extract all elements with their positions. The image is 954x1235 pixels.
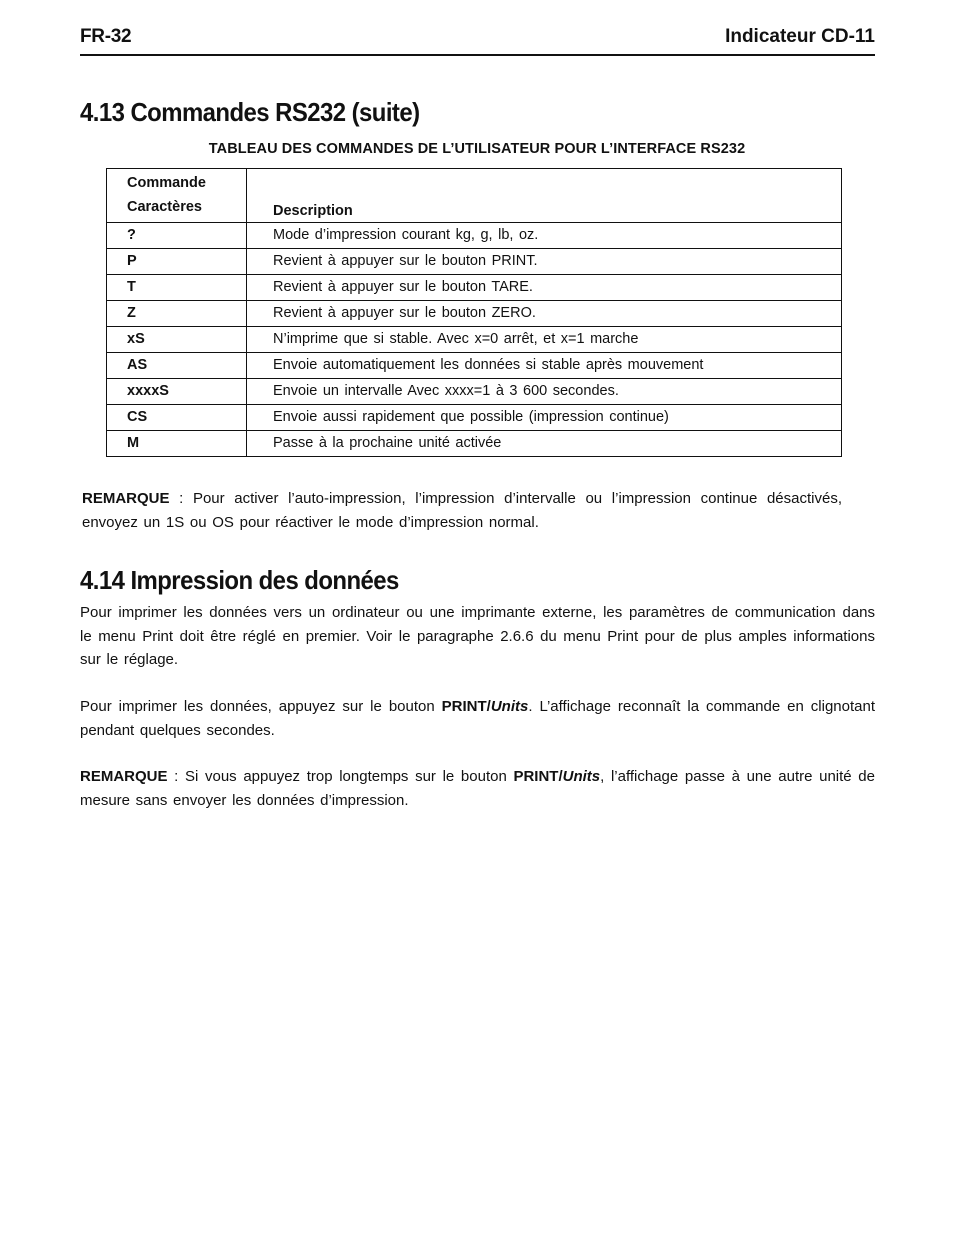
section-414-title: 4.14 Impression des données	[80, 565, 399, 595]
command-cell: xS	[107, 327, 247, 353]
table-row	[107, 431, 842, 457]
print-button-label: PRINT/	[441, 698, 491, 715]
note-text-before: : Si vous appuyez trop longtemps sur le bouton	[167, 768, 514, 785]
description-cell: Passe à la prochaine unité activée	[247, 431, 842, 457]
table-caption: TABLEAU DES COMMANDES DE L’UTILISATEUR POUR L’INTERFACE RS232	[208, 141, 746, 157]
note-text: : Pour activer l’auto-impression, l’impression d’intervalle ou l’impression continue désactivés, envoyez un 1S ou OS pour réactiver le mode d’impression normal.	[82, 490, 842, 531]
note-text-after: , l’affichage passe à une autre unité de mesure sans envoyer les données d’impression.	[80, 768, 875, 809]
print-button-label: PRINT/	[513, 768, 563, 785]
paragraph-2-text-after: . L’affichage reconnaît la commande en clignotant pendant quelques secondes.	[80, 698, 875, 739]
table-row	[107, 223, 842, 249]
section-414-paragraph-1: Pour imprimer les données vers un ordinateur ou une imprimante externe, les paramètres de communication dans le menu Print doit être réglé en premier. Voir le paragraphe 2.6.6 du menu Print pour de plus amples informations sur le réglage.	[80, 604, 875, 668]
units-button-label: Units	[490, 698, 529, 715]
commands-table	[106, 168, 842, 457]
description-cell: Envoie aussi rapidement que possible (impression continue)	[247, 405, 842, 431]
command-cell: P	[107, 249, 247, 275]
description-cell: Revient à appuyer sur le bouton TARE.	[247, 275, 842, 301]
command-cell: M	[107, 431, 247, 457]
table-row	[107, 301, 842, 327]
document-title: Indicateur CD-11	[725, 26, 875, 47]
column-header-description: Description	[247, 169, 842, 223]
table-row	[107, 353, 842, 379]
section-413-note	[82, 487, 842, 534]
description-cell: Envoie automatiquement les données si stable après mouvement	[247, 353, 842, 379]
page-header	[80, 26, 875, 56]
paragraph-2-text-before: Pour imprimer les données, appuyez sur le bouton	[80, 698, 442, 715]
description-cell: Revient à appuyer sur le bouton PRINT.	[247, 249, 842, 275]
command-cell: xxxxS	[107, 379, 247, 405]
description-cell: N’imprime que si stable. Avec x=0 arrêt, et x=1 marche	[247, 327, 842, 353]
table-row	[107, 379, 842, 405]
description-cell: Envoie un intervalle Avec xxxx=1 à 3 600 secondes.	[247, 379, 842, 405]
section-414-paragraph-2	[80, 695, 875, 742]
column-header-command-line1: Commande	[127, 175, 206, 191]
table-row	[107, 327, 842, 353]
command-cell: Z	[107, 301, 247, 327]
column-header-command	[107, 169, 247, 223]
description-cell: Mode d’impression courant kg, g, lb, oz.	[247, 223, 842, 249]
note-label: REMARQUE	[80, 768, 168, 785]
note-label: REMARQUE	[82, 490, 170, 507]
table-row	[107, 275, 842, 301]
table-row	[107, 249, 842, 275]
description-cell: Revient à appuyer sur le bouton ZERO.	[247, 301, 842, 327]
command-cell: ?	[107, 223, 247, 249]
command-cell: CS	[107, 405, 247, 431]
section-413-title: 4.13 Commandes RS232 (suite)	[80, 97, 420, 127]
table-row	[107, 405, 842, 431]
section-414-note	[80, 765, 875, 812]
column-header-command-line2: Caractères	[127, 199, 202, 215]
units-button-label: Units	[562, 768, 601, 785]
command-cell: T	[107, 275, 247, 301]
command-cell: AS	[107, 353, 247, 379]
table-header-row	[107, 169, 842, 223]
page-number: FR-32	[80, 26, 132, 47]
